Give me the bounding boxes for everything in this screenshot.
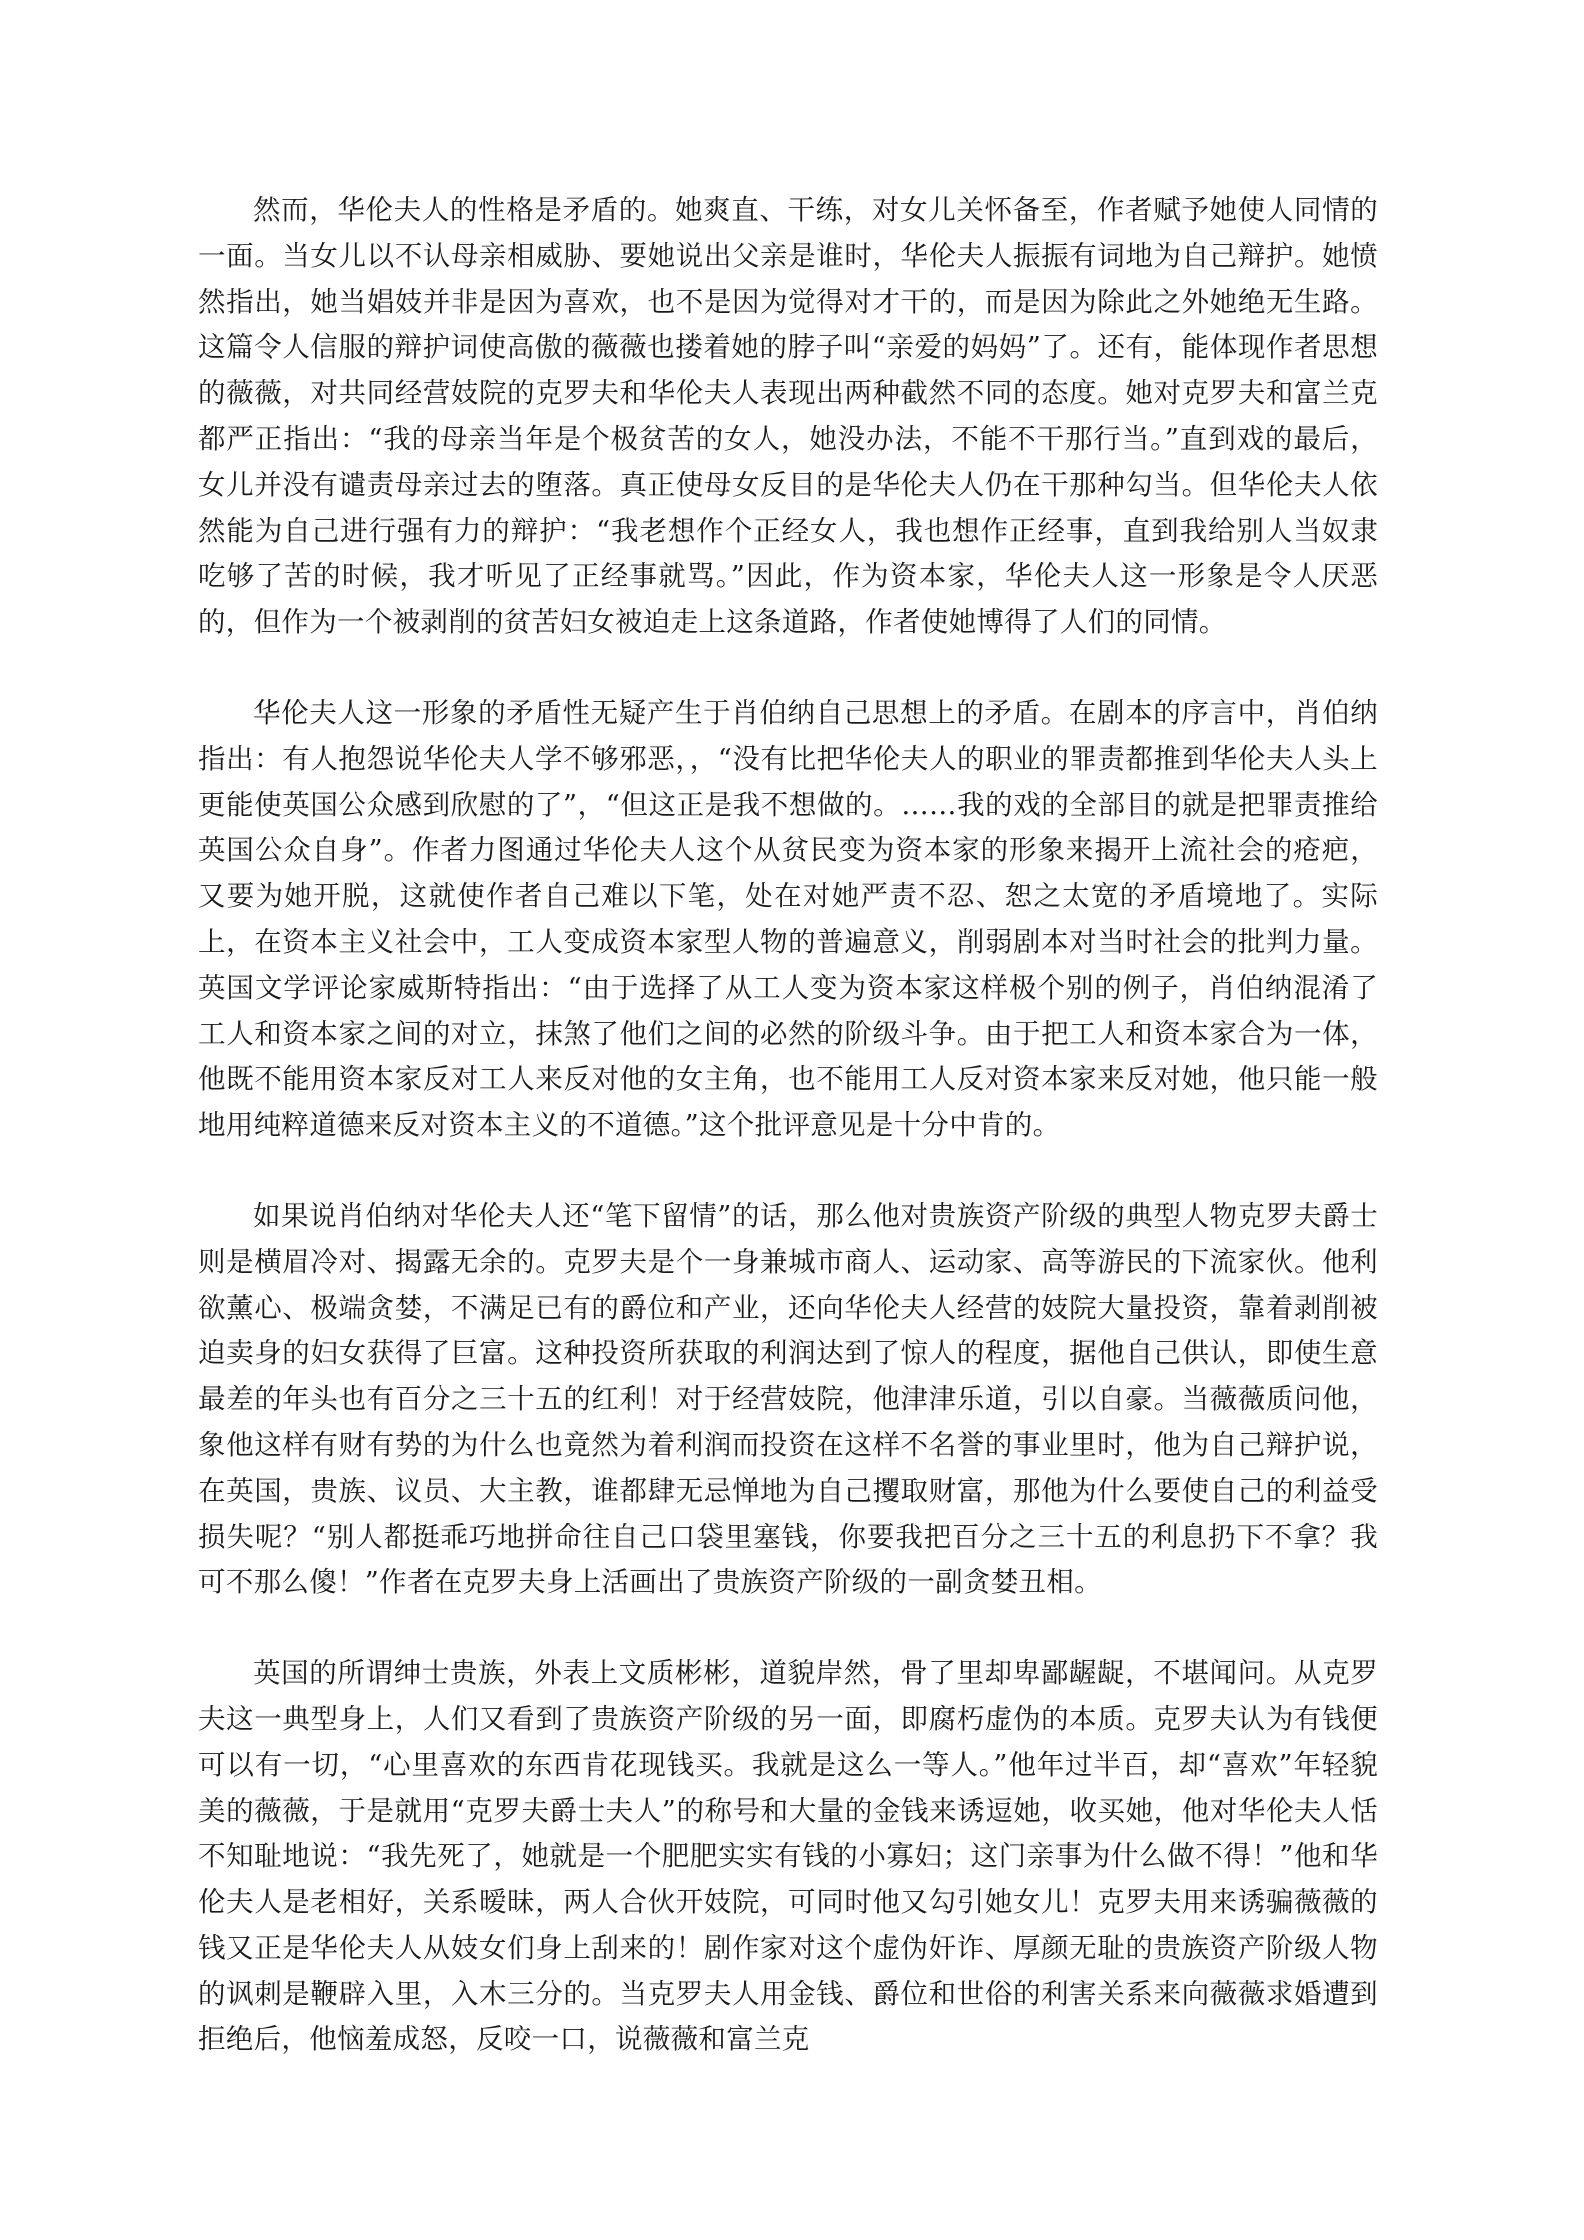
paragraph-1: 然而，华伦夫人的性格是矛盾的。她爽直、干练，对女儿关怀备至，作者赋予她使人同情的一面。当女儿以不认母亲相威胁、要她说出父亲是谁时，华伦夫人振振有词地为自己辩护。她愤然指出，她当娼妓并非是因为喜欢，也不是因为觉得对才干的，而是因为除此之外她绝无生路。这篇令人信服的辩护词使高傲的薇薇也搂着她的脖子叫“亲爱的妈妈”了。还有，能体现作者思想的薇薇，对共同经营妓院的克罗夫和华伦夫人表现出两种截然不同的态度。她对克罗夫和富兰克都严正指出：“我的母亲当年是个极贫苦的女人，她没办法，不能不干那行当。”直到戏的最后，女儿并没有谴责母亲过去的堕落。真正使母女反目的是华伦夫人仍在干那种勾当。但华伦夫人依然能为自己进行强有力的辩护：“我老想作个正经女人，我也想作正经事，直到我给别人当奴隶吃够了苦的时候，我才听见了正经事就骂。”因此，作为资本家，华伦夫人这一形象是令人厌恶的，但作为一个被剥削的贫苦妇女被迫走上这条道路，作者使她博得了人们的同情。	[198, 194, 1378, 639]
paragraph-2: 华伦夫人这一形象的矛盾性无疑产生于肖伯纳自己思想上的矛盾。在剧本的序言中，肖伯纳指出：有人抱怨说华伦夫人学不够邪恶，，“没有比把华伦夫人的职业的罪责都推到华伦夫人头上更能使英国公众感到欣慰的了”，“但这正是我不想做的。……我的戏的全部目的就是把罪责推给英国公众自身”。作者力图通过华伦夫人这个从贫民变为资本家的形象来揭开上流社会的疮疤，又要为她开脱，这就使作者自己难以下笔，处在对她严责不忍、恕之太宽的矛盾境地了。实际上，在资本主义社会中，工人变成资本家型人物的普遍意义，削弱剧本对当时社会的批判力量。英国文学评论家威斯特指出：“由于选择了从工人变为资本家这样极个别的例子，肖伯纳混淆了工人和资本家之间的对立，抹煞了他们之间的必然的阶级斗争。由于把工人和资本家合为一体，他既不能用资本家反对工人来反对他的女主角，也不能用工人反对资本家来反对她，他只能一般地用纯粹道德来反对资本主义的不道德。”这个批评意见是十分中肯的。	[198, 696, 1378, 1142]
article-body	[198, 188, 1378, 2108]
paragraph-4: 英国的所谓绅士贵族，外表上文质彬彬，道貌岸然，骨了里却卑鄙龌龊，不堪闻问。从克罗夫这一典型身上，人们又看到了贵族资产阶级的另一面，即腐朽虚伪的本质。克罗夫认为有钱便可以有一切，“心里喜欢的东西肯花现钱买。我就是这么一等人。”他年过半百，却“喜欢”年轻貌美的薇薇，于是就用“克罗夫爵士夫人”的称号和大量的金钱来诱逗她，收买她，他对华伦夫人恬不知耻地说：“我先死了，她就是一个肥肥实实有钱的小寡妇；这门亲事为什么做不得！”他和华伦夫人是老相好，关系暧昧，两人合伙开妓院，可同时他又勾引她女儿！克罗夫用来诱骗薇薇的钱又正是华伦夫人从妓女们身上刮来的！剧作家对这个虚伪奸诈、厚颜无耻的贵族资产阶级人物的讽刺是鞭辟入里，入木三分的。当克罗夫人用金钱、爵位和世俗的利害关系来向薇薇求婚遭到拒绝后，他恼羞成怒，反咬一口，说薇薇和富兰克	[198, 1657, 1378, 2056]
paragraph-3: 如果说肖伯纳对华伦夫人还“笔下留情”的话，那么他对贵族资产阶级的典型人物克罗夫爵士则是横眉冷对、揭露无余的。克罗夫是个一身兼城市商人、运动家、高等游民的下流家伙。他利欲薰心、极端贪婪，不满足已有的爵位和产业，还向华伦夫人经营的妓院大量投资，靠着剥削被迫卖身的妇女获得了巨富。这种投资所获取的利润达到了惊人的程度，据他自己供认，即使生意最差的年头也有百分之三十五的红利！对于经营妓院，他津津乐道，引以自豪。当薇薇质问他，象他这样有财有势的为什么也竟然为着利润而投资在这样不名誉的事业里时，他为自己辩护说，在英国，贵族、议员、大主教，谁都肆无忌惮地为自己攫取财富，那他为什么要使自己的利益受损失呢？“别人都挺乖巧地拼命往自己口袋里塞钱，你要我把百分之三十五的利息扔下不拿？我可不那么傻！”作者在克罗夫身上活画出了贵族资产阶级的一副贪婪丑相。	[198, 1199, 1378, 1599]
